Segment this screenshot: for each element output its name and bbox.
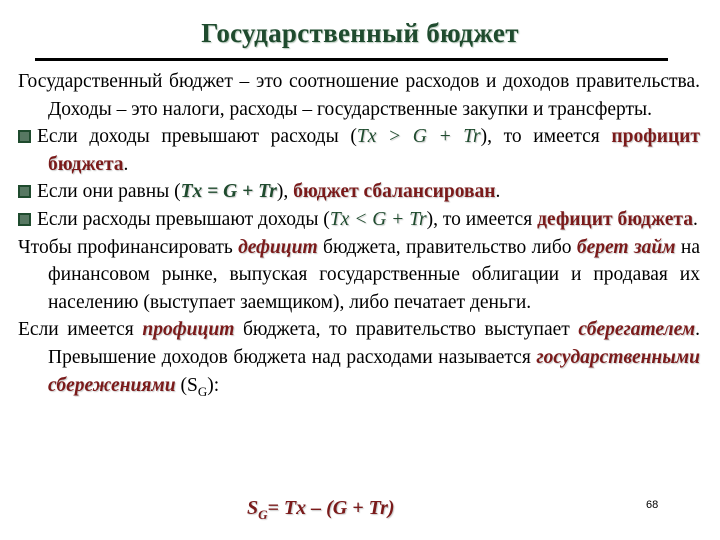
square-bullet-icon (18, 213, 31, 226)
formula-subscript: G (258, 507, 268, 522)
square-bullet-icon (18, 130, 31, 143)
formula-expression: = Tx – (G + Tr) (267, 497, 395, 519)
paragraph-text: (S (175, 374, 198, 396)
paragraph-text: бюджета, правительство либо (317, 236, 577, 258)
term-deficit: дефицит бюджета (537, 208, 693, 230)
paragraph-text: бюджета, то правительство выступает (234, 319, 579, 341)
term-government-savings: государственными сбережениями (48, 346, 700, 396)
bullet-text: ), то имеется (480, 126, 612, 148)
term-borrow: берет займ (576, 236, 676, 258)
term-deficit-italic: дефицит (238, 236, 318, 258)
bullet-surplus (18, 123, 700, 178)
formula-symbol: S (247, 497, 259, 519)
bullet-text: Если доходы превышают расходы ( (37, 126, 357, 148)
page-title: Государственный бюджет (201, 18, 519, 48)
slide-body (18, 68, 700, 405)
paragraph-text: на финансовом рынке, выпуская государственные облигации и продавая их населению (выступает заемщиком), либо печатает деньги. (48, 236, 701, 313)
term-saver: сберегателем (578, 319, 696, 341)
bullet-text: . (495, 181, 501, 203)
term-surplus-italic: профицит (142, 319, 235, 341)
bullet-text: ), (276, 181, 294, 203)
bullet-text: ), то имеется (426, 208, 538, 230)
term-surplus: профицит бюджета (48, 126, 700, 175)
bullet-text: . (692, 208, 698, 230)
bullet-text: Если они равны ( (37, 181, 181, 203)
bullet-deficit (18, 206, 700, 234)
term-balanced: бюджет сбалансирован (293, 181, 496, 203)
bullet-text: . (123, 153, 129, 175)
paragraph-text: Если имеется (18, 319, 143, 341)
bullet-balanced (18, 178, 700, 206)
square-bullet-icon (18, 185, 31, 198)
title-divider (35, 58, 668, 61)
bullet-text: Если расходы превышают доходы ( (37, 208, 330, 230)
subscript-g: G (197, 383, 208, 399)
savings-formula (247, 497, 395, 523)
paragraph-savings (18, 316, 700, 405)
paragraph-definition: Государственный бюджет – это соотношение расходов и доходов правительства. Доходы – это налоги, расходы – государственные закупки и трансферты. (18, 71, 700, 120)
paragraph-text: Чтобы профинансировать (18, 236, 239, 258)
paragraph-text: ): (207, 374, 220, 396)
page-number: 68 (646, 499, 659, 511)
formula-balanced: Tx = G + Tr (180, 181, 277, 203)
formula-deficit: Tx < G + Tr (329, 208, 427, 230)
paragraph-text: . Превышение доходов бюджета над расходами называется (48, 319, 700, 368)
formula-surplus: Tx > G + Tr (356, 126, 481, 148)
paragraph-financing (18, 234, 700, 317)
